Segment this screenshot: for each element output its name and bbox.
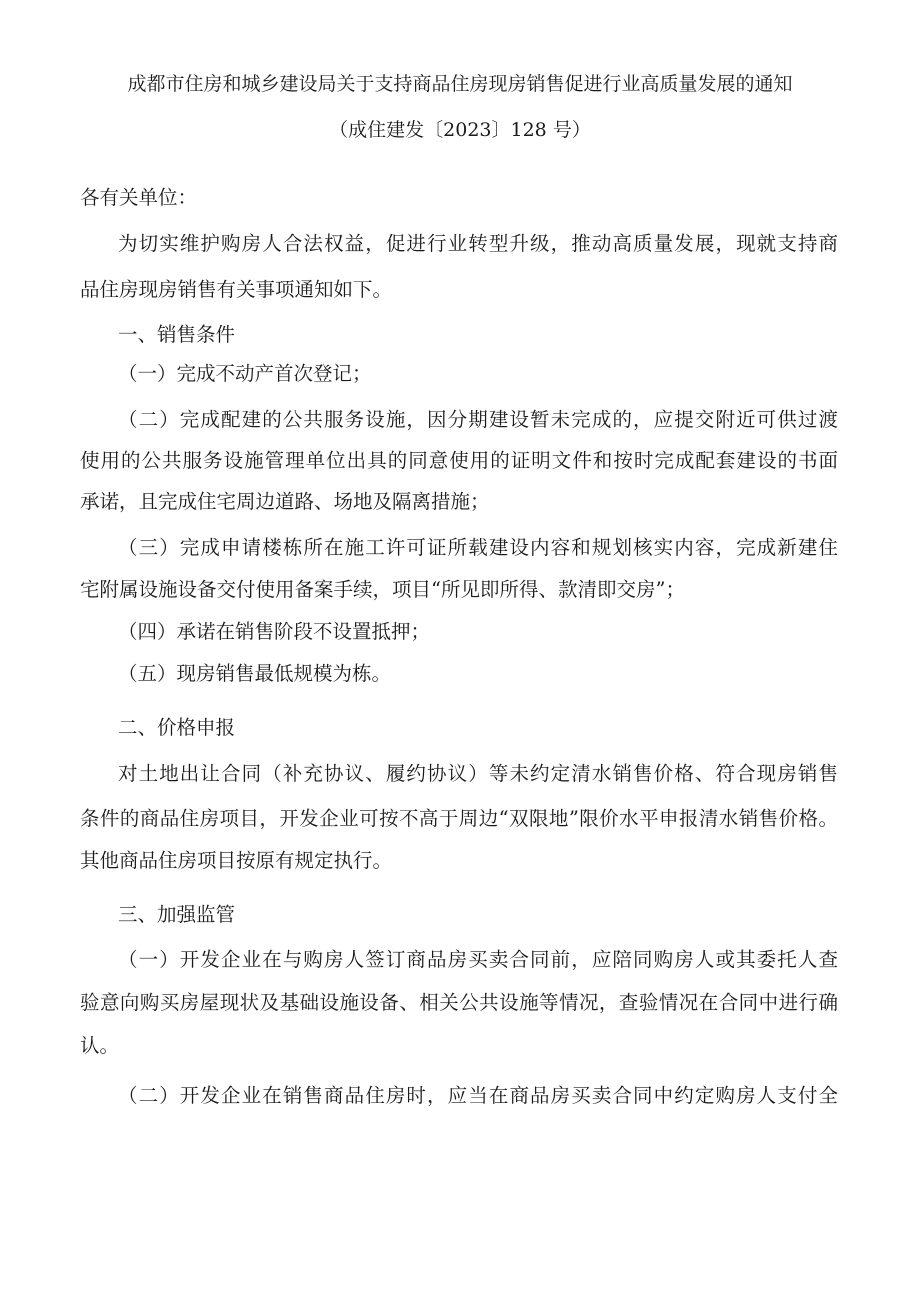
intro-line-2: 品住房现房销售有关事项通知如下。 (80, 278, 393, 301)
section-3-item-2-line-1: （二）开发企业在销售商品住房时，应当在商品房买卖合同中约定购房人支付全 (118, 1084, 838, 1107)
section-1-item-4: （四）承诺在销售阶段不设置抵押； (118, 620, 431, 643)
section-1-item-3-line-2: 宅附属设施设备交付使用备案手续，项目“所见即所得、款清即交房”； (80, 578, 685, 601)
document-title: 成都市住房和城乡建设局关于支持商品住房现房销售促进行业高质量发展的通知 (127, 73, 793, 95)
section-3-item-1-line-2: 验意向购买房屋现状及基础设施设备、相关公共设施等情况，查验情况在合同中进行确 (80, 991, 838, 1014)
section-1-item-1: （一）完成不动产首次登记； (118, 362, 372, 385)
section-2-body-line-3: 其他商品住房项目按原有规定执行。 (80, 849, 393, 872)
section-1-item-2-line-3: 承诺，且完成住宅周边道路、场地及隔离措施； (80, 490, 490, 513)
section-2-heading: 二、价格申报 (118, 716, 236, 739)
section-1-heading: 一、销售条件 (118, 323, 236, 346)
section-1-item-2-line-1: （二）完成配建的公共服务设施，因分期建设暂未完成的，应提交附近可供过渡 (118, 408, 838, 431)
intro-line-1: 为切实维护购房人合法权益，促进行业转型升级，推动高质量发展，现就支持商 (118, 232, 838, 255)
document-number: （成住建发〔2023〕128 号） (329, 119, 591, 141)
section-3-heading: 三、加强监管 (118, 903, 236, 926)
salutation: 各有关单位： (80, 186, 198, 209)
section-1-item-2-line-2: 使用的公共服务设施管理单位出具的同意使用的证明文件和按时完成配套建设的书面 (80, 449, 838, 472)
section-1-item-5: （五）现房销售最低规模为栋。 (118, 662, 392, 685)
section-3-item-1-line-3: 认。 (80, 1034, 120, 1057)
section-2-body-line-1: 对土地出让合同（补充协议、履约协议）等未约定清水销售价格、符合现房销售 (118, 762, 838, 785)
section-2-body-line-2: 条件的商品住房项目，开发企业可按不高于周边“双限地”限价水平申报清水销售价格。 (80, 807, 838, 830)
section-1-item-3-line-1: （三）完成申请楼栋所在施工许可证所载建设内容和规划核实内容，完成新建住 (118, 536, 838, 559)
section-3-item-1-line-1: （一）开发企业在与购房人签订商品房买卖合同前，应陪同购房人或其委托人查 (118, 948, 838, 971)
